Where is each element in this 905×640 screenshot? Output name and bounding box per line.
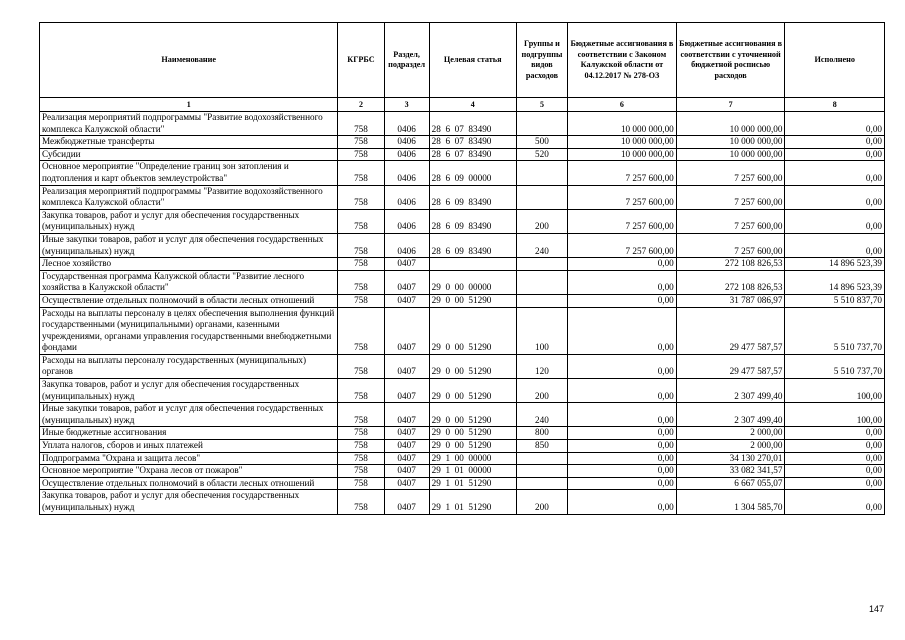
row-group: 240 (516, 233, 567, 257)
row-target (429, 258, 516, 271)
row-name: Осуществление отдельных полномочий в области лесных отношений (40, 294, 338, 307)
row-target: 29 0 00 51290 (429, 354, 516, 378)
row-law-amount: 0,00 (568, 258, 677, 271)
row-kgrbs: 758 (338, 477, 384, 490)
row-law-amount: 10 000 000,00 (568, 148, 677, 161)
row-target: 29 1 01 00000 (429, 465, 516, 478)
row-kgrbs: 758 (338, 185, 384, 209)
row-refined-amount: 272 108 826,53 (676, 258, 785, 271)
column-number: 8 (785, 98, 885, 112)
row-law-amount: 0,00 (568, 427, 677, 440)
row-law-amount: 0,00 (568, 294, 677, 307)
table-row (40, 112, 885, 136)
row-section: 0407 (384, 307, 429, 354)
row-kgrbs: 758 (338, 307, 384, 354)
column-number: 4 (429, 98, 516, 112)
row-group (516, 258, 567, 271)
row-law-amount: 0,00 (568, 270, 677, 294)
table-row (40, 465, 885, 478)
row-group: 500 (516, 136, 567, 149)
row-refined-amount: 33 082 341,57 (676, 465, 785, 478)
row-law-amount: 10 000 000,00 (568, 136, 677, 149)
row-refined-amount: 10 000 000,00 (676, 148, 785, 161)
column-number: 6 (568, 98, 677, 112)
row-target: 28 6 09 83490 (429, 209, 516, 233)
row-law-amount: 0,00 (568, 403, 677, 427)
row-target: 29 0 00 51290 (429, 403, 516, 427)
row-section: 0407 (384, 427, 429, 440)
row-refined-amount: 31 787 086,97 (676, 294, 785, 307)
row-executed-amount: 5 510 837,70 (785, 294, 885, 307)
row-name: Осуществление отдельных полномочий в области лесных отношений (40, 477, 338, 490)
row-name: Расходы на выплаты персоналу в целях обеспечения выполнения функций государственными (муниципальными) органами, казенными учреждениями, органами управления государственными внебюджетными фондами (40, 307, 338, 354)
row-name: Закупка товаров, работ и услуг для обеспечения государственных (муниципальных) нужд (40, 209, 338, 233)
row-refined-amount: 2 000,00 (676, 427, 785, 440)
row-executed-amount: 0,00 (785, 112, 885, 136)
row-group (516, 161, 567, 185)
row-name: Подпрограмма "Охрана и защита лесов" (40, 452, 338, 465)
row-law-amount: 10 000 000,00 (568, 112, 677, 136)
row-executed-amount: 0,00 (785, 465, 885, 478)
row-kgrbs: 758 (338, 161, 384, 185)
row-refined-amount: 272 108 826,53 (676, 270, 785, 294)
row-name: Закупка товаров, работ и услуг для обеспечения государственных (муниципальных) нужд (40, 379, 338, 403)
row-law-amount: 0,00 (568, 379, 677, 403)
row-refined-amount: 2 307 499,40 (676, 379, 785, 403)
row-executed-amount: 0,00 (785, 440, 885, 453)
table-row (40, 427, 885, 440)
budget-table (39, 22, 885, 515)
row-section: 0407 (384, 354, 429, 378)
row-name: Иные закупки товаров, работ и услуг для обеспечения государственных (муниципальных) нужд (40, 233, 338, 257)
row-executed-amount: 0,00 (785, 233, 885, 257)
row-target: 29 0 00 51290 (429, 294, 516, 307)
row-section: 0406 (384, 185, 429, 209)
row-target: 29 0 00 51290 (429, 307, 516, 354)
row-kgrbs: 758 (338, 354, 384, 378)
row-name: Закупка товаров, работ и услуг для обеспечения государственных (муниципальных) нужд (40, 490, 338, 514)
row-group (516, 465, 567, 478)
column-numbers-row (40, 98, 885, 112)
row-kgrbs: 758 (338, 148, 384, 161)
header-kgrbs: КГРБС (338, 23, 384, 98)
row-law-amount: 0,00 (568, 477, 677, 490)
row-name: Субсидии (40, 148, 338, 161)
row-law-amount: 0,00 (568, 465, 677, 478)
row-kgrbs: 758 (338, 270, 384, 294)
row-section: 0407 (384, 452, 429, 465)
row-group: 120 (516, 354, 567, 378)
row-executed-amount: 0,00 (785, 477, 885, 490)
row-section: 0407 (384, 477, 429, 490)
row-group: 850 (516, 440, 567, 453)
column-number: 3 (384, 98, 429, 112)
row-name: Государственная программа Калужской области "Развитие лесного хозяйства в Калужской области" (40, 270, 338, 294)
header-row (40, 23, 885, 98)
row-law-amount: 0,00 (568, 440, 677, 453)
row-executed-amount: 14 896 523,39 (785, 258, 885, 271)
table-row (40, 185, 885, 209)
header-target: Целевая статья (429, 23, 516, 98)
row-executed-amount: 100,00 (785, 379, 885, 403)
row-target: 29 1 01 51290 (429, 490, 516, 514)
row-refined-amount: 29 477 587,57 (676, 307, 785, 354)
row-section: 0406 (384, 136, 429, 149)
table-row (40, 490, 885, 514)
row-target: 28 6 07 83490 (429, 136, 516, 149)
row-group (516, 185, 567, 209)
table-row (40, 148, 885, 161)
row-group (516, 294, 567, 307)
row-section: 0406 (384, 148, 429, 161)
row-target: 29 1 00 00000 (429, 452, 516, 465)
row-name: Уплата налогов, сборов и иных платежей (40, 440, 338, 453)
row-law-amount: 7 257 600,00 (568, 233, 677, 257)
column-number: 1 (40, 98, 338, 112)
row-kgrbs: 758 (338, 258, 384, 271)
row-law-amount: 0,00 (568, 490, 677, 514)
row-kgrbs: 758 (338, 440, 384, 453)
table-row (40, 233, 885, 257)
column-number: 2 (338, 98, 384, 112)
row-law-amount: 0,00 (568, 452, 677, 465)
row-group: 200 (516, 379, 567, 403)
row-section: 0407 (384, 490, 429, 514)
row-refined-amount: 10 000 000,00 (676, 112, 785, 136)
row-kgrbs: 758 (338, 403, 384, 427)
row-target: 29 0 00 51290 (429, 440, 516, 453)
table-row (40, 136, 885, 149)
row-group (516, 112, 567, 136)
row-executed-amount: 0,00 (785, 148, 885, 161)
row-executed-amount: 0,00 (785, 209, 885, 233)
row-executed-amount: 14 896 523,39 (785, 270, 885, 294)
row-section: 0407 (384, 379, 429, 403)
row-refined-amount: 29 477 587,57 (676, 354, 785, 378)
row-executed-amount: 0,00 (785, 427, 885, 440)
row-section: 0407 (384, 465, 429, 478)
row-name: Основное мероприятие "Определение границ зон затопления и подтопления и карт объектов землеустройства" (40, 161, 338, 185)
row-group (516, 452, 567, 465)
row-executed-amount: 0,00 (785, 185, 885, 209)
row-target: 28 6 09 83490 (429, 233, 516, 257)
row-section: 0407 (384, 270, 429, 294)
header-refined: Бюджетные ассигнования в соответствии с уточненной бюджетной росписью расходов (676, 23, 785, 98)
row-section: 0407 (384, 440, 429, 453)
row-law-amount: 0,00 (568, 307, 677, 354)
table-row (40, 452, 885, 465)
row-section: 0406 (384, 233, 429, 257)
row-kgrbs: 758 (338, 379, 384, 403)
row-refined-amount: 7 257 600,00 (676, 161, 785, 185)
row-kgrbs: 758 (338, 490, 384, 514)
table-row (40, 270, 885, 294)
row-refined-amount: 1 304 585,70 (676, 490, 785, 514)
row-law-amount: 7 257 600,00 (568, 209, 677, 233)
row-executed-amount: 100,00 (785, 403, 885, 427)
table-row (40, 209, 885, 233)
row-group: 520 (516, 148, 567, 161)
header-law: Бюджетные ассигнования в соответствии с Законом Калужской области от 04.12.2017 № 278-ОЗ (568, 23, 677, 98)
table-row (40, 354, 885, 378)
header-executed: Исполнено (785, 23, 885, 98)
row-target: 29 1 01 51290 (429, 477, 516, 490)
row-name: Межбюджетные трансферты (40, 136, 338, 149)
row-law-amount: 0,00 (568, 354, 677, 378)
row-kgrbs: 758 (338, 209, 384, 233)
row-refined-amount: 2 000,00 (676, 440, 785, 453)
header-groups: Группы и подгруппы видов расходов (516, 23, 567, 98)
table-row (40, 440, 885, 453)
row-refined-amount: 10 000 000,00 (676, 136, 785, 149)
row-executed-amount: 0,00 (785, 136, 885, 149)
row-kgrbs: 758 (338, 112, 384, 136)
row-kgrbs: 758 (338, 452, 384, 465)
table-row (40, 258, 885, 271)
row-name: Расходы на выплаты персоналу государственных (муниципальных) органов (40, 354, 338, 378)
row-group: 800 (516, 427, 567, 440)
row-group: 240 (516, 403, 567, 427)
row-target: 28 6 09 83490 (429, 185, 516, 209)
row-group: 200 (516, 490, 567, 514)
row-kgrbs: 758 (338, 294, 384, 307)
row-refined-amount: 7 257 600,00 (676, 209, 785, 233)
row-kgrbs: 758 (338, 136, 384, 149)
row-target: 28 6 07 83490 (429, 148, 516, 161)
row-group: 100 (516, 307, 567, 354)
row-refined-amount: 7 257 600,00 (676, 185, 785, 209)
row-kgrbs: 758 (338, 427, 384, 440)
column-number: 7 (676, 98, 785, 112)
row-name: Основное мероприятие "Охрана лесов от пожаров" (40, 465, 338, 478)
row-law-amount: 7 257 600,00 (568, 185, 677, 209)
header-name: Наименование (40, 23, 338, 98)
row-section: 0406 (384, 209, 429, 233)
table-row (40, 294, 885, 307)
header-section: Раздел, подраздел (384, 23, 429, 98)
row-executed-amount: 0,00 (785, 161, 885, 185)
row-target: 29 0 00 00000 (429, 270, 516, 294)
row-section: 0406 (384, 161, 429, 185)
row-target: 28 6 09 00000 (429, 161, 516, 185)
row-target: 29 0 00 51290 (429, 427, 516, 440)
row-name: Реализация мероприятий подпрограммы "Развитие водохозяйственного комплекса Калужской области" (40, 112, 338, 136)
row-name: Иные закупки товаров, работ и услуг для обеспечения государственных (муниципальных) нужд (40, 403, 338, 427)
row-executed-amount: 5 510 737,70 (785, 354, 885, 378)
row-refined-amount: 34 130 270,01 (676, 452, 785, 465)
table-row (40, 403, 885, 427)
row-section: 0407 (384, 294, 429, 307)
row-kgrbs: 758 (338, 465, 384, 478)
row-executed-amount: 0,00 (785, 490, 885, 514)
row-name: Иные бюджетные ассигнования (40, 427, 338, 440)
table-row (40, 307, 885, 354)
table-body (40, 112, 885, 515)
column-number: 5 (516, 98, 567, 112)
table-row (40, 379, 885, 403)
row-law-amount: 7 257 600,00 (568, 161, 677, 185)
row-executed-amount: 0,00 (785, 452, 885, 465)
row-executed-amount: 5 510 737,70 (785, 307, 885, 354)
row-section: 0407 (384, 403, 429, 427)
row-target: 28 6 07 83490 (429, 112, 516, 136)
row-refined-amount: 7 257 600,00 (676, 233, 785, 257)
row-name: Лесное хозяйство (40, 258, 338, 271)
row-refined-amount: 6 667 055,07 (676, 477, 785, 490)
row-target: 29 0 00 51290 (429, 379, 516, 403)
row-name: Реализация мероприятий подпрограммы "Развитие водохозяйственного комплекса Калужской области" (40, 185, 338, 209)
row-section: 0406 (384, 112, 429, 136)
page-number: 147 (869, 604, 885, 614)
row-group: 200 (516, 209, 567, 233)
table-row (40, 477, 885, 490)
row-refined-amount: 2 307 499,40 (676, 403, 785, 427)
row-group (516, 270, 567, 294)
table-row (40, 161, 885, 185)
row-group (516, 477, 567, 490)
row-section: 0407 (384, 258, 429, 271)
row-kgrbs: 758 (338, 233, 384, 257)
